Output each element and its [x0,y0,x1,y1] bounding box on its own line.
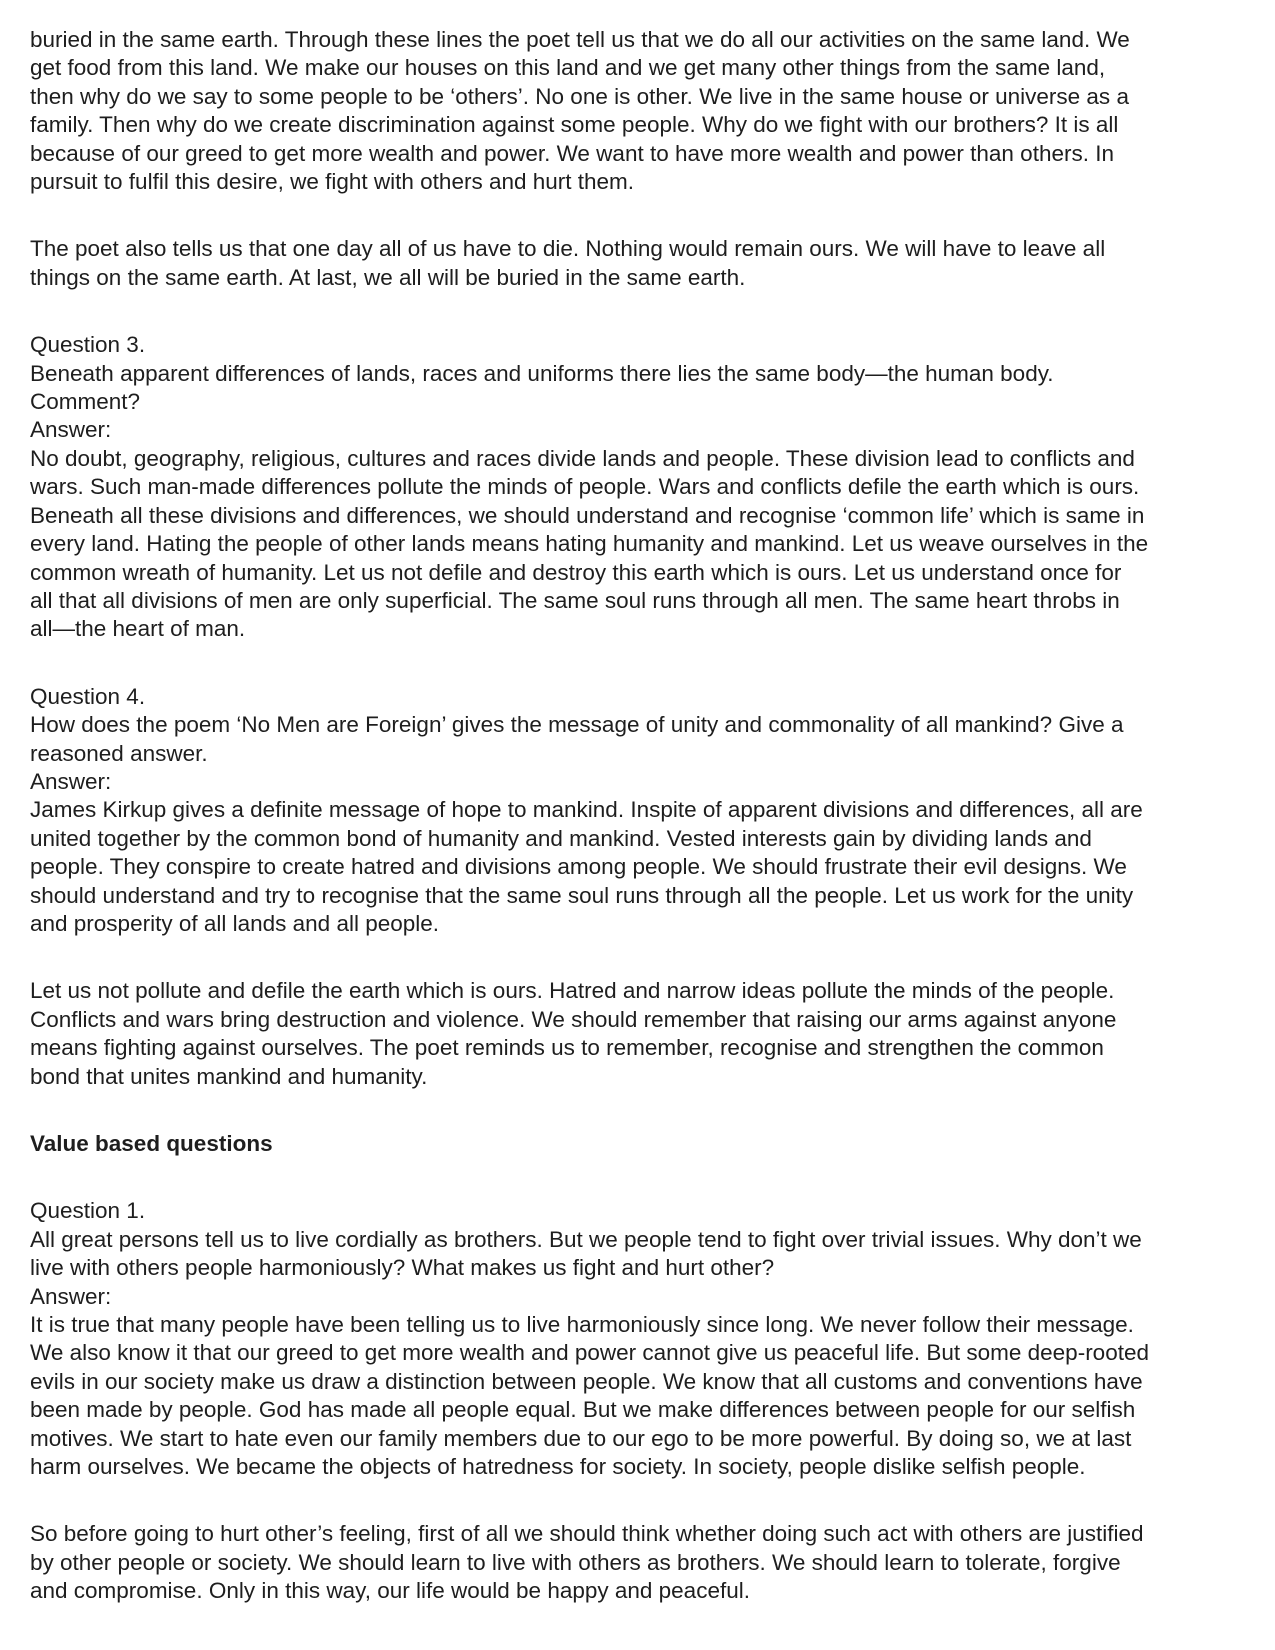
text-line: So before going to hurt other’s feeling, first of all we should think whether doing such act with others are justified [30,1521,1144,1547]
text-line: Let us not pollute and defile the earth which is ours. Hatred and narrow ideas pollute the minds of the people. [30,978,1115,1004]
answer-text: No doubt, geography, religious, cultures and races divide lands and people. These division lead to conflicts and [30,445,1135,471]
text-line: get food from this land. We make our houses on this land and we get many other things from the same land, [30,55,1106,81]
answer-text: evils in our society make us draw a distinction between people. We know that all customs and conventions have [30,1368,1143,1394]
paragraph-gap [30,1481,1255,1520]
paragraph-gap [30,1091,1255,1130]
section-heading: Value based questions [30,1131,273,1156]
answer-text: united together by the common bond of humanity and mankind. Vested interests gain by dividing lands and [30,825,1092,851]
answer-text: been made by people. God has made all people equal. But we make differences between people for our selfish [30,1397,1136,1423]
paragraph-all-die [30,235,1255,292]
paragraph-gap [30,644,1255,683]
text-line: means fighting against ourselves. The poet reminds us to remember, recognise and strengthen the common [30,1035,1104,1061]
section-heading-block [30,1130,1255,1158]
question-text: How does the poem ‘No Men are Foreign’ gives the message of unity and commonality of all mankind? Give a [30,712,1124,738]
text-line: then why do we say to some people to be ‘others’. No one is other. We live in the same house or universe as a [30,83,1129,109]
paragraph-earth-activities [30,26,1255,196]
text-line: by other people or society. We should learn to live with others as brothers. We should learn to tolerate, forgive [30,1549,1121,1575]
paragraph-before-hurting [30,1520,1255,1605]
question-label: Question 4. [30,683,146,709]
text-line: Conflicts and wars bring destruction and violence. We should remember that raising our arms against anyone [30,1006,1117,1032]
text-line: pursuit to fulfil this desire, we fight with others and hurt them. [30,169,635,195]
paragraph-do-not-pollute [30,977,1255,1091]
document-page [30,26,1255,1606]
answer-text: It is true that many people have been telling us to live harmoniously since long. We never follow their message. [30,1312,1134,1338]
answer-text: all that all divisions of men are only superficial. The same soul runs through all men. The same heart throbs in [30,587,1120,613]
answer-text: all—the heart of man. [30,616,246,642]
paragraph-gap [30,1158,1255,1197]
answer-text: and prosperity of all lands and all people. [30,910,440,936]
paragraph-gap [30,196,1255,235]
text-line: things on the same earth. At last, we all will be buried in the same earth. [30,264,746,290]
value-question-1-block [30,1197,1255,1481]
question-label: Question 3. [30,332,146,358]
question-text: reasoned answer. [30,740,208,766]
text-line: bond that unites mankind and humanity. [30,1063,428,1089]
paragraph-gap [30,938,1255,977]
answer-text: should understand and try to recognise that the same soul runs through all the people. Let us work for the unity [30,882,1134,908]
text-line: family. Then why do we create discrimination against some people. Why do we fight with our brothers? It is all [30,112,1119,138]
answer-text: people. They conspire to create hatred and divisions among people. We should frustrate their evil designs. We [30,854,1127,880]
answer-text: motives. We start to hate even our family members due to our ego to be more powerful. By doing so, we at last [30,1425,1132,1451]
question-text: Comment? [30,389,141,415]
paragraph-gap [30,292,1255,331]
text-line: The poet also tells us that one day all of us have to die. Nothing would remain ours. We will have to leave all [30,236,1106,262]
answer-text: wars. Such man-made differences pollute the minds of people. Wars and conflicts defile the earth which is ours. [30,474,1140,500]
answer-label: Answer: [30,1283,112,1309]
answer-text: common wreath of humanity. Let us not defile and destroy this earth which is ours. Let us understand once for [30,559,1122,585]
text-line: buried in the same earth. Through these lines the poet tell us that we do all our activities on the same land. We [30,27,1130,52]
answer-label: Answer: [30,417,112,443]
answer-label: Answer: [30,768,112,794]
text-line: and compromise. Only in this way, our life would be happy and peaceful. [30,1578,750,1604]
question-3-block [30,331,1255,643]
answer-text: James Kirkup gives a definite message of hope to mankind. Inspite of apparent divisions and differences, all are [30,797,1143,823]
answer-text: We also know it that our greed to get more wealth and power cannot give us peaceful life. But some deep-rooted [30,1340,1149,1366]
question-text: All great persons tell us to live cordially as brothers. But we people tend to fight over trivial issues. Why don’t we [30,1226,1142,1252]
answer-text: harm ourselves. We became the objects of hatredness for society. In society, people dislike selfish people. [30,1454,1086,1480]
question-label: Question 1. [30,1198,146,1224]
question-text: live with others people harmoniously? What makes us fight and hurt other? [30,1255,775,1281]
text-line: because of our greed to get more wealth and power. We want to have more wealth and power than others. In [30,140,1114,166]
answer-text: Beneath all these divisions and differences, we should understand and recognise ‘common life’ which is same in [30,502,1145,528]
answer-text: every land. Hating the people of other lands means hating humanity and mankind. Let us weave ourselves in the [30,531,1149,557]
question-text: Beneath apparent differences of lands, races and uniforms there lies the same body—the human body. [30,360,1054,386]
question-4-block [30,683,1255,939]
